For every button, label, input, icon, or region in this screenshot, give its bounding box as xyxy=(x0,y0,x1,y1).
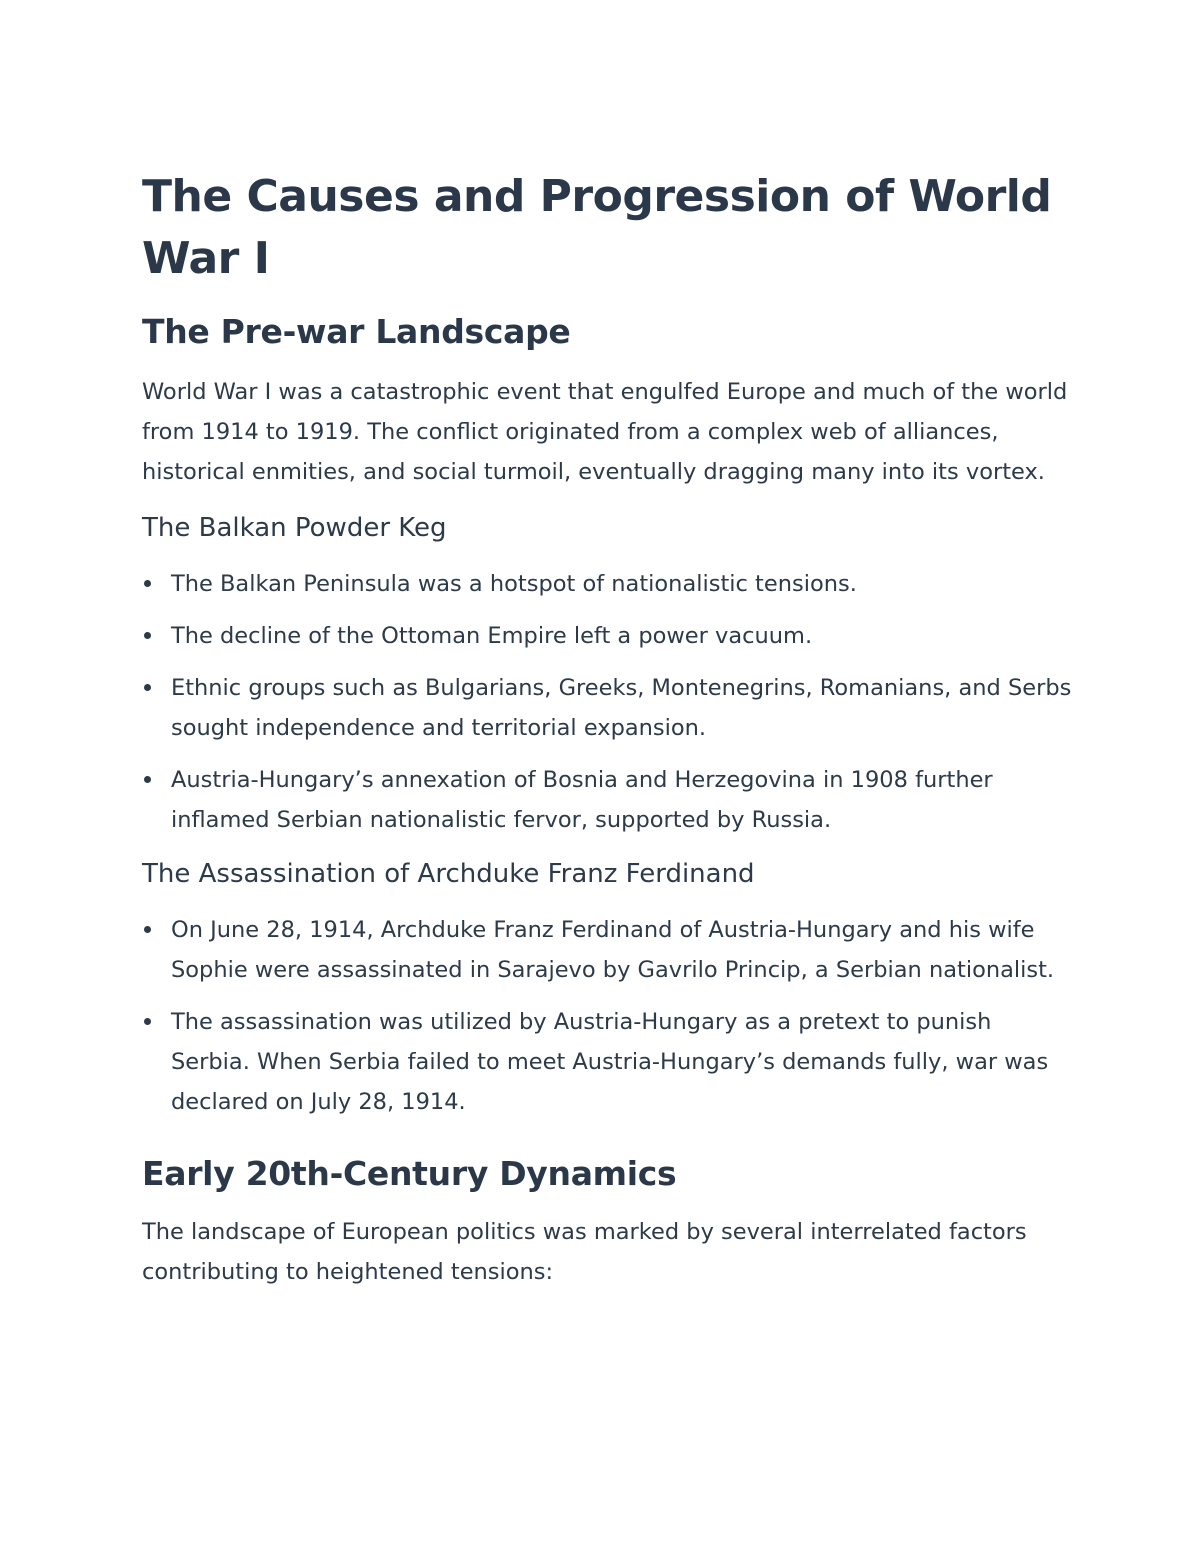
list-item: Austria-Hungary’s annexation of Bosnia and Herzegovina in 1908 further inflamed Serbian nationalistic fervor, supported by Russia. xyxy=(142,760,1072,840)
subsection-heading-balkan-powder-keg: The Balkan Powder Keg xyxy=(142,513,447,543)
list-item: The decline of the Ottoman Empire left a power vacuum. xyxy=(142,616,1072,656)
section-heading-early-20th-century: Early 20th-Century Dynamics xyxy=(142,1154,677,1193)
list-item: The Balkan Peninsula was a hotspot of nationalistic tensions. xyxy=(142,564,1072,604)
section-heading-prewar-landscape: The Pre-war Landscape xyxy=(142,312,571,351)
list-item: Ethnic groups such as Bulgarians, Greeks, Montenegrins, Romanians, and Serbs sought independence and territorial expansion. xyxy=(142,668,1072,748)
document-page xyxy=(142,166,1072,1292)
list-item: On June 28, 1914, Archduke Franz Ferdinand of Austria-Hungary and his wife Sophie were assassinated in Sarajevo by Gavrilo Princip, a Serbian nationalist. xyxy=(142,910,1072,990)
document-title: The Causes and Progression of World War I xyxy=(142,171,1052,284)
bullet-list-assassination xyxy=(142,910,1072,1122)
bullet-list-balkan xyxy=(142,564,1072,840)
section-paragraph-prewar-landscape: World War I was a catastrophic event that engulfed Europe and much of the world from 1914 to 1919. The conflict originated from a complex web of alliances, historical enmities, and social turmoil, eventually dragging many into its vortex. xyxy=(142,379,1068,485)
section-paragraph-early-20th-century: The landscape of European politics was marked by several interrelated factors contributing to heightened tensions: xyxy=(142,1219,1027,1285)
list-item: The assassination was utilized by Austria-Hungary as a pretext to punish Serbia. When Serbia failed to meet Austria-Hungary’s demands fully, war was declared on July 28, 1914. xyxy=(142,1002,1072,1122)
subsection-heading-assassination: The Assassination of Archduke Franz Ferdinand xyxy=(142,859,755,889)
